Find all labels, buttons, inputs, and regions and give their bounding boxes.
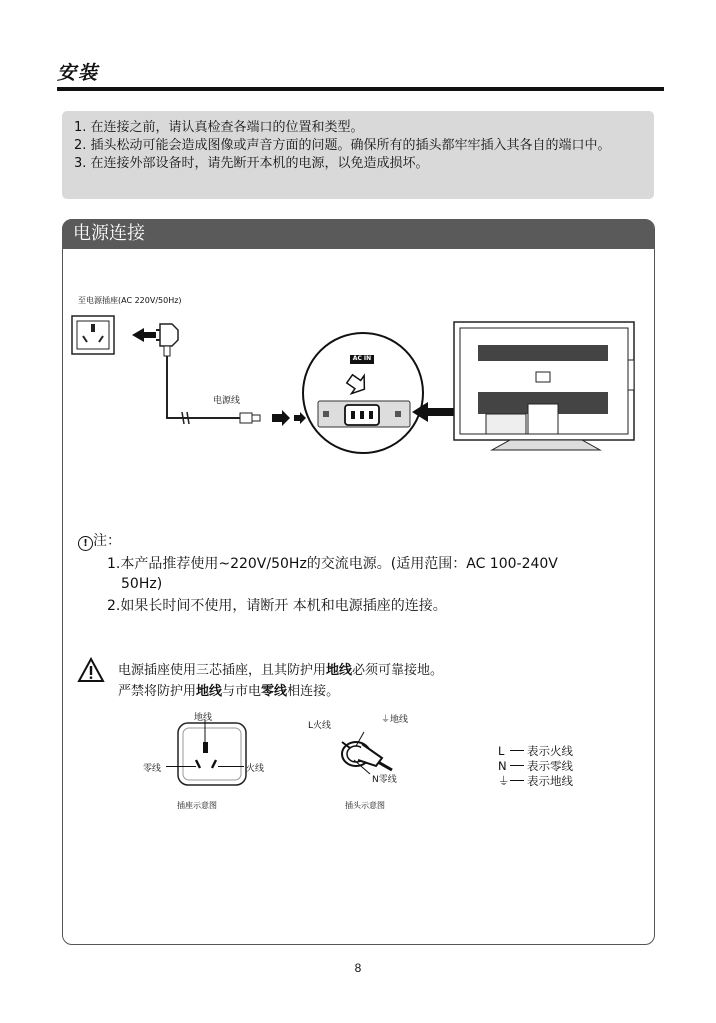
section-header bbox=[62, 219, 654, 249]
notice-item: 2. 插头松动可能会造成图像或声音方面的问题。确保所有的插头都牢牢插入其各自的端口中。 bbox=[74, 138, 611, 153]
ac-in-label: AC IN bbox=[352, 355, 372, 362]
info-circle-icon: ! bbox=[78, 536, 93, 551]
socket-caption: 插座示意图 bbox=[177, 801, 217, 810]
plug-icon bbox=[156, 324, 178, 356]
note-line: 1.本产品推荐使用~220V/50Hz的交流电源。(适用范围：AC 100-240V bbox=[107, 556, 558, 572]
plug-neutral-label: N零线 bbox=[372, 775, 397, 785]
legend-text: 表示零线 bbox=[527, 759, 573, 773]
ground-symbol-icon: ⏚ bbox=[381, 715, 391, 725]
socket-live-label: 火线 bbox=[246, 764, 265, 774]
notice-list bbox=[74, 119, 649, 173]
warning-text: 相连接。 bbox=[287, 684, 340, 699]
page-number: 8 bbox=[354, 961, 362, 975]
socket-diagram bbox=[175, 720, 250, 790]
warning-text: 电源插座使用三芯插座，且其防护用 bbox=[118, 663, 327, 678]
outlet-label: 至电源插座(AC 220V/50Hz) bbox=[78, 296, 182, 305]
title-divider bbox=[57, 87, 664, 91]
notice-item: 1. 在连接之前，请认真检查各端口的位置和类型。 bbox=[74, 120, 364, 135]
arrow-left-icon bbox=[132, 328, 156, 342]
leader-line bbox=[218, 766, 244, 767]
notice-item: 3. 在连接外部设备时，请先断开本机的电源，以免造成损坏。 bbox=[74, 156, 429, 171]
note-heading: 注： bbox=[93, 533, 121, 549]
note-heading-row bbox=[78, 531, 121, 551]
section-title: 电源连接 bbox=[73, 223, 145, 244]
power-connection-diagram bbox=[60, 300, 660, 460]
plug-live-label: L火线 bbox=[308, 721, 332, 731]
legend-item bbox=[498, 744, 573, 759]
plug-ground-label-row bbox=[381, 712, 408, 725]
ground-symbol-icon: ⏚ bbox=[498, 774, 510, 788]
note-line: 2.如果长时间不使用，请断开 本机和电源插座的连接。 bbox=[107, 598, 447, 614]
warning-emphasis: 地线 bbox=[196, 684, 223, 699]
notice-box bbox=[62, 111, 654, 199]
plug-ground-label: 地线 bbox=[390, 715, 409, 725]
warning-text: 严禁将防护用 bbox=[118, 684, 197, 699]
legend-symbol: L bbox=[498, 744, 505, 758]
leader-line bbox=[166, 766, 196, 767]
plug-caption: 插头示意图 bbox=[345, 801, 385, 810]
warning-text: 与市电 bbox=[222, 684, 262, 699]
warning-emphasis: 地线 bbox=[326, 663, 353, 678]
tv-back-icon bbox=[454, 322, 634, 450]
wall-outlet-icon bbox=[72, 316, 114, 354]
legend-item bbox=[498, 759, 573, 774]
legend bbox=[498, 744, 573, 789]
warning-text: 必须可靠接地。 bbox=[352, 663, 444, 678]
legend-text: 表示火线 bbox=[527, 744, 573, 758]
socket-ground-label: 地线 bbox=[194, 713, 213, 723]
legend-text: 表示地线 bbox=[527, 774, 573, 788]
cable-label: 电源线 bbox=[213, 396, 241, 406]
legend-item bbox=[498, 774, 573, 789]
magnified-port-circle bbox=[303, 333, 423, 453]
page-title: 安装 bbox=[57, 62, 100, 84]
warning-triangle-icon bbox=[77, 657, 105, 683]
warning-emphasis: 零线 bbox=[261, 684, 288, 699]
socket-neutral-label: 零线 bbox=[143, 764, 162, 774]
warning-line-2 bbox=[118, 680, 339, 699]
note-line: 50Hz) bbox=[121, 576, 163, 592]
warning-line-1 bbox=[118, 659, 443, 678]
legend-symbol: N bbox=[498, 759, 507, 773]
